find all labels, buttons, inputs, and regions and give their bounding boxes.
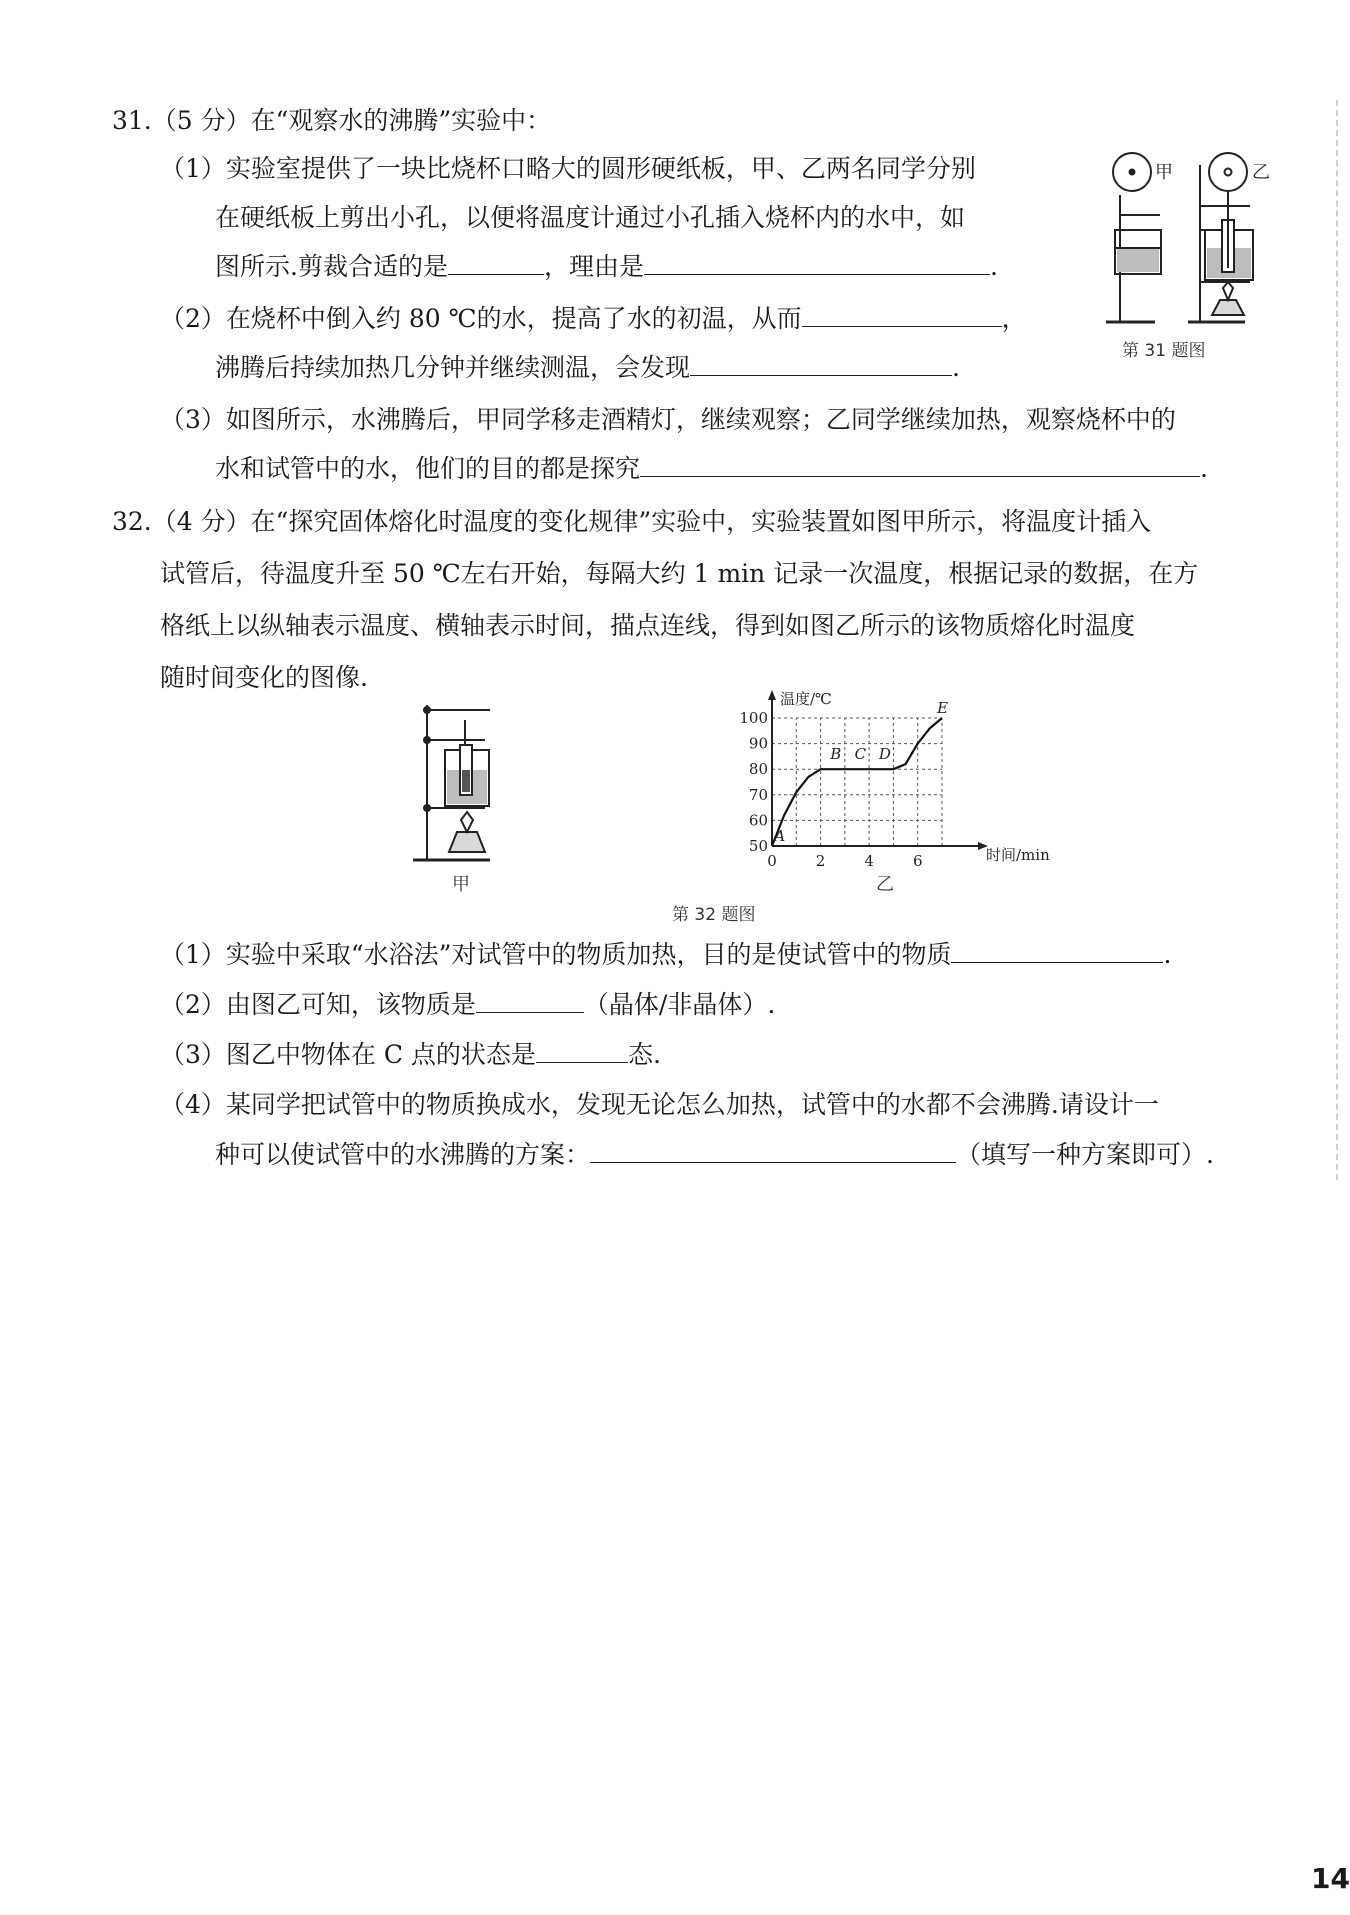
- figure-31-apparatus: [1100, 150, 1290, 330]
- x-tick-label: 6: [912, 852, 923, 870]
- answer-blank-31-1a[interactable]: [448, 250, 544, 275]
- x-tick-label: 2: [815, 852, 826, 870]
- answer-blank-32-1[interactable]: [951, 938, 1163, 963]
- q31-heading: 31.（5 分）在“观察水的沸腾”实验中：: [112, 106, 552, 135]
- figure-31-caption: 第 31 题图: [1122, 341, 1206, 361]
- q32-part4-line2: 种可以使试管中的水沸腾的方案： （填写一种方案即可）.: [215, 1140, 1214, 1169]
- q31-part3-line1: （3）如图所示，水沸腾后，甲同学移走酒精灯，继续观察；乙同学继续加热，观察烧杯中的: [160, 405, 1176, 434]
- figure-32-jia-label: 甲: [452, 874, 470, 895]
- q32-heading-line1: 32.（4 分）在“探究固体熔化时温度的变化规律”实验中，实验装置如图甲所示，将温度计插入: [112, 507, 1152, 536]
- q32-heading-line3: 格纸上以纵轴表示温度、横轴表示时间，描点连线，得到如图乙所示的该物质熔化时温度: [160, 611, 1136, 640]
- curve-point-label-E: E: [937, 698, 949, 717]
- y-axis-arrow: [768, 690, 776, 700]
- answer-blank-32-3[interactable]: [536, 1038, 628, 1063]
- q31-part3-line2: 水和试管中的水，他们的目的都是探究 .: [215, 454, 1208, 483]
- answer-blank-32-2[interactable]: [476, 988, 584, 1013]
- figure-32-chart: [720, 688, 1050, 893]
- q31-part1-line1: （1）实验室提供了一块比烧杯口略大的圆形硬纸板，甲、乙两名同学分别: [160, 154, 976, 183]
- y-tick-label: 100: [739, 709, 768, 727]
- fig31-label-yi: 乙: [1252, 162, 1270, 183]
- curve-point-label-B: B: [830, 744, 842, 763]
- y-tick-label: 70: [748, 785, 768, 804]
- temperature-curve: [772, 718, 942, 846]
- y-axis-title: 温度/℃: [780, 690, 832, 708]
- q32-part3: （3）图乙中物体在 C 点的状态是 态.: [160, 1040, 661, 1069]
- q31-part2-line1: （2）在烧杯中倒入约 80 ℃的水，提高了水的初温，从而 ，: [160, 304, 1027, 333]
- q31-part1-line2: 在硬纸板上剪出小孔，以便将温度计通过小孔插入烧杯内的水中，如: [215, 203, 966, 232]
- fig31-label-jia: 甲: [1155, 162, 1173, 183]
- margin-dashed-line: [1336, 100, 1338, 1180]
- q31-part2-line2: 沸腾后持续加热几分钟并继续测温，会发现 .: [215, 353, 960, 382]
- q32-part4-line1: （4）某同学把试管中的物质换成水，发现无论怎么加热，试管中的水都不会沸腾.请设计一: [160, 1090, 1159, 1119]
- q32-part1: （1）实验中采取“水浴法”对试管中的物质加热，目的是使试管中的物质 .: [160, 940, 1172, 969]
- y-tick-label: 60: [748, 811, 768, 830]
- y-tick-label: 80: [748, 760, 768, 779]
- q31-part1-line3: 图所示.剪裁合适的是 ，理由是 .: [215, 252, 998, 281]
- q32-part2: （2）由图乙可知，该物质是 （晶体/非晶体）.: [160, 990, 776, 1019]
- q32-heading-line4: 随时间变化的图像.: [160, 663, 368, 692]
- answer-blank-31-3[interactable]: [640, 452, 1200, 477]
- y-tick-label: 50: [748, 837, 768, 855]
- page-number: 14: [1311, 1862, 1350, 1895]
- x-tick-label: 0: [767, 852, 777, 870]
- x-axis-title: 时间/min: [986, 846, 1050, 864]
- curve-point-label-C: C: [854, 744, 867, 763]
- answer-blank-31-2b[interactable]: [690, 351, 952, 376]
- figure-32-caption: 第 32 题图: [672, 905, 756, 925]
- y-tick-label: 90: [748, 734, 768, 753]
- q32-heading-line2: 试管后，待温度升至 50 ℃左右开始，每隔大约 1 min 记录一次温度，根据记录的数据，在方: [160, 559, 1199, 588]
- answer-blank-32-4[interactable]: [590, 1138, 956, 1163]
- curve-point-label-A: A: [774, 826, 786, 845]
- answer-blank-31-2a[interactable]: [802, 302, 1002, 327]
- curve-point-label-D: D: [878, 744, 891, 763]
- figure-32-yi-label: 乙: [876, 874, 894, 895]
- x-tick-label: 4: [864, 852, 874, 870]
- answer-blank-31-1b[interactable]: [644, 250, 990, 275]
